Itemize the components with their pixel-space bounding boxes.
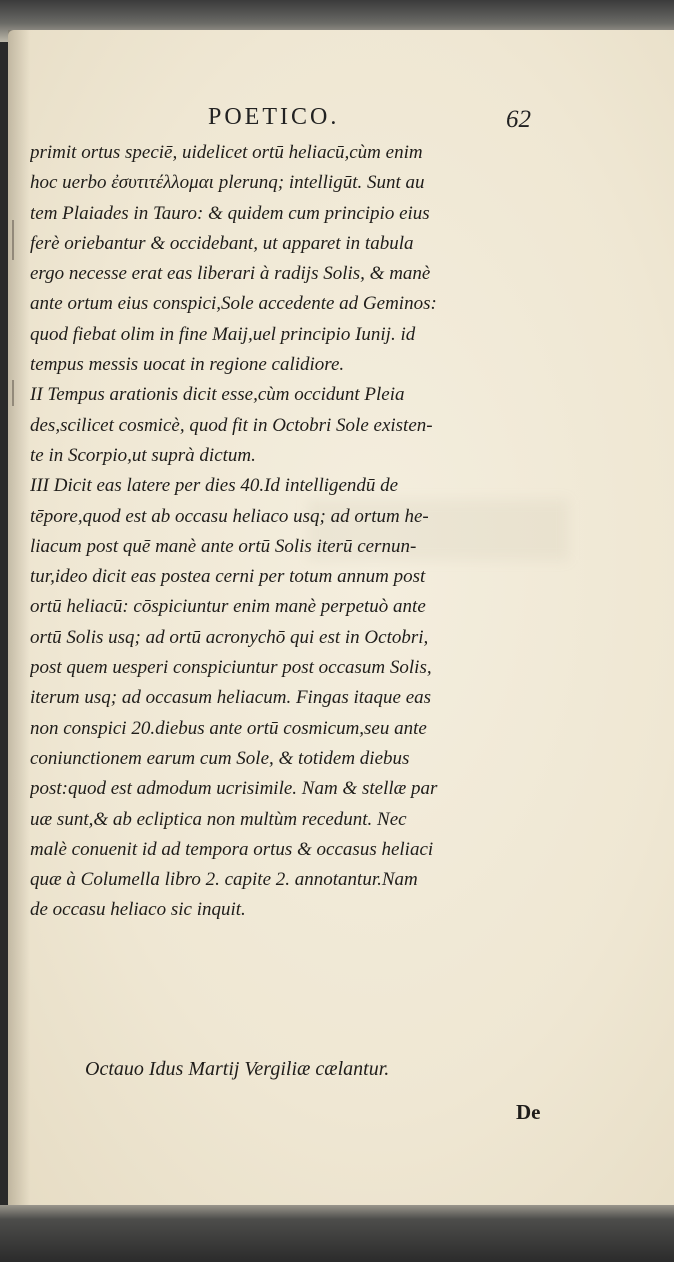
- gutter-shadow: [8, 30, 30, 1212]
- book-bottom-edge: [0, 1205, 674, 1262]
- margin-mark: [12, 380, 14, 406]
- text-line: uæ sunt,& ab ecliptica non multùm recedunt. Nec: [30, 808, 407, 830]
- body-text: [30, 138, 570, 926]
- text-line: quod fiebat olim in fine Maij,uel principio Iunij. id: [30, 323, 416, 345]
- text-line: de occasu heliaco sic inquit.: [30, 899, 246, 921]
- text-line: tēpore,quod est ab occasu heliaco usq; ad ortum he-: [30, 505, 429, 527]
- running-head-title: POETICO.: [208, 104, 340, 130]
- text-line: hoc uerbo ἐσυτιτέλλομαι plerunq; intelligūt. Sunt au: [30, 172, 425, 194]
- text-line: liacum post quē manè ante ortū Solis iterū cernun-: [30, 535, 417, 557]
- text-line: ergo necesse erat eas liberari à radijs Solis, & manè: [30, 263, 431, 285]
- text-line: ortū heliacū: cōspiciuntur enim manè perpetuò ante: [30, 596, 426, 618]
- quotation-line: Octauo Idus Martij Vergiliæ cælantur.: [85, 1058, 390, 1080]
- text-line: tempus messis uocat in regione calidiore.: [30, 354, 345, 376]
- text-line: non conspici 20.diebus ante ortū cosmicum,seu ante: [30, 717, 427, 739]
- page-number: 62: [506, 106, 531, 133]
- text-line: tem Plaiades in Tauro: & quidem cum principio eius: [30, 202, 430, 224]
- text-line: ferè oriebantur & occidebant, ut apparet in tabula: [30, 232, 414, 254]
- text-line: quæ à Columella libro 2. capite 2. annotantur.Nam: [30, 869, 418, 891]
- text-line: ante ortum eius conspici,Sole accedente ad Geminos:: [30, 293, 437, 315]
- text-line: II Tempus arationis dicit esse,cùm occidunt Pleia: [30, 384, 405, 406]
- catchword: De: [516, 1100, 541, 1124]
- text-line: post:quod est admodum ucrisimile. Nam & stellæ par: [30, 778, 438, 800]
- text-line: tur,ideo dicit eas postea cerni per totum annum post: [30, 566, 426, 588]
- text-line: post quem uesperi conspiciuntur post occasum Solis,: [30, 657, 432, 679]
- running-head: [8, 104, 674, 138]
- book-page: [8, 30, 674, 1212]
- text-line: ortū Solis usq; ad ortū acronychō qui est in Octobri,: [30, 626, 429, 648]
- text-line: te in Scorpio,ut suprà dictum.: [30, 444, 256, 466]
- text-line: des,scilicet cosmicè, quod fit in Octobri Sole existen-: [30, 414, 433, 436]
- margin-mark: [12, 220, 14, 260]
- text-line: coniunctionem earum cum Sole, & totidem diebus: [30, 747, 410, 769]
- text-line: malè conuenit id ad tempora ortus & occasus heliaci: [30, 838, 434, 860]
- text-line: primit ortus speciē, uidelicet ortū heliacū,cùm enim: [30, 142, 423, 163]
- text-line: iterum usq; ad occasum heliacum. Fingas itaque eas: [30, 687, 432, 709]
- text-line: III Dicit eas latere per dies 40.Id intelligendū de: [30, 475, 399, 497]
